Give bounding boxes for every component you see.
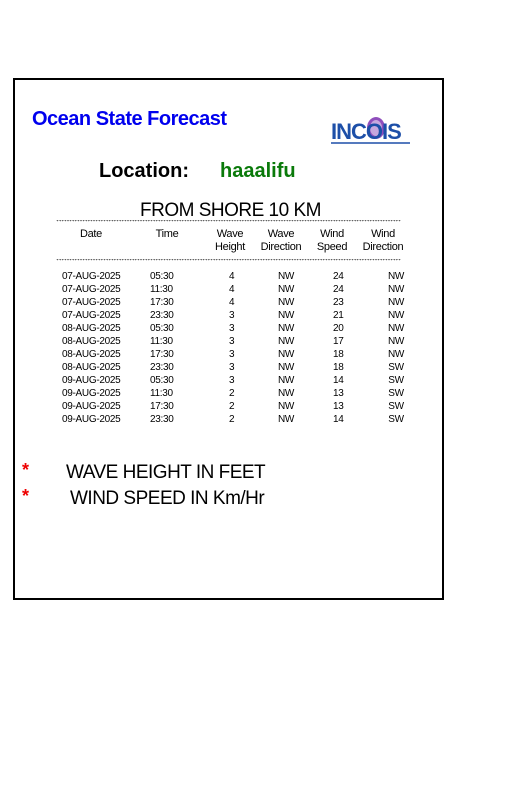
- note-marker: *: [22, 486, 29, 506]
- note-text: WIND SPEED IN Km/Hr: [70, 488, 265, 509]
- cell-wind-speed: 21: [333, 310, 344, 321]
- cell-wind-speed: 14: [333, 414, 344, 425]
- cell-time: 17:30: [150, 349, 174, 360]
- cell-wind-speed: 13: [333, 388, 344, 399]
- cell-wave-height: 3: [229, 349, 235, 360]
- cell-date: 09-AUG-2025: [62, 388, 121, 399]
- cell-date: 07-AUG-2025: [62, 271, 121, 282]
- table-row: [0, 387, 530, 400]
- cell-wave-height: 3: [229, 323, 235, 334]
- cell-time: 11:30: [150, 336, 173, 347]
- cell-wave-direction: NW: [277, 271, 295, 282]
- page-title: Ocean State Forecast: [32, 108, 227, 130]
- cell-time: 23:30: [150, 362, 174, 373]
- cell-wind-speed: 24: [333, 271, 344, 282]
- cell-wave-height: 2: [229, 401, 235, 412]
- cell-time: 11:30: [150, 284, 173, 295]
- cell-time: 05:30: [150, 375, 174, 386]
- col-header-wind-speed: Wind Speed: [316, 228, 348, 253]
- cell-wind-speed: 24: [333, 284, 344, 295]
- table-row: [0, 296, 530, 309]
- cell-time: 17:30: [150, 401, 174, 412]
- table-row: [0, 374, 530, 387]
- col-header-time: Time: [155, 228, 179, 240]
- cell-wind-direction: NW: [387, 310, 405, 321]
- cell-wind-direction: SW: [388, 388, 404, 399]
- table-top-divider: ************************************************************************************************************************************: [56, 220, 401, 225]
- distance-subtitle: FROM SHORE 10 KM: [140, 200, 321, 221]
- table-row: [0, 413, 530, 426]
- location-label: Location:: [99, 160, 189, 182]
- cell-wave-height: 2: [229, 388, 235, 399]
- cell-wave-direction: NW: [277, 375, 295, 386]
- cell-wave-height: 3: [229, 375, 235, 386]
- cell-date: 09-AUG-2025: [62, 375, 121, 386]
- cell-wind-direction: NW: [387, 323, 405, 334]
- location-value: haaalifu: [220, 160, 296, 182]
- cell-time: 23:30: [150, 310, 174, 321]
- cell-wave-direction: NW: [277, 323, 295, 334]
- cell-wind-speed: 17: [333, 336, 344, 347]
- cell-wave-direction: NW: [277, 349, 295, 360]
- cell-date: 09-AUG-2025: [62, 414, 121, 425]
- cell-wind-direction: SW: [388, 362, 404, 373]
- cell-wave-direction: NW: [277, 414, 295, 425]
- cell-date: 09-AUG-2025: [62, 401, 121, 412]
- cell-wave-direction: NW: [277, 297, 295, 308]
- cell-time: 05:30: [150, 323, 174, 334]
- cell-wind-direction: SW: [388, 401, 404, 412]
- cell-wave-direction: NW: [277, 362, 295, 373]
- cell-wave-direction: NW: [277, 284, 295, 295]
- cell-time: 05:30: [150, 271, 174, 282]
- cell-wind-direction: NW: [387, 336, 405, 347]
- cell-wave-height: 4: [229, 284, 235, 295]
- cell-wave-direction: NW: [277, 336, 295, 347]
- cell-wind-direction: NW: [387, 284, 405, 295]
- cell-date: 07-AUG-2025: [62, 297, 121, 308]
- table-row: [0, 283, 530, 296]
- cell-date: 08-AUG-2025: [62, 323, 121, 334]
- cell-date: 08-AUG-2025: [62, 349, 121, 360]
- cell-wave-direction: NW: [277, 310, 295, 321]
- cell-date: 08-AUG-2025: [62, 336, 121, 347]
- forecast-table-body: [0, 270, 530, 426]
- cell-wind-direction: SW: [388, 414, 404, 425]
- col-header-date: Date: [79, 228, 103, 240]
- note-text: WAVE HEIGHT IN FEET: [66, 462, 266, 483]
- cell-wave-height: 4: [229, 271, 235, 282]
- cell-date: 08-AUG-2025: [62, 362, 121, 373]
- table-row: [0, 322, 530, 335]
- cell-date: 07-AUG-2025: [62, 310, 121, 321]
- cell-wind-speed: 13: [333, 401, 344, 412]
- cell-wind-speed: 18: [333, 362, 344, 373]
- table-row: [0, 400, 530, 413]
- table-row: [0, 348, 530, 361]
- table-row: [0, 270, 530, 283]
- table-row: [0, 361, 530, 374]
- cell-wind-direction: NW: [387, 297, 405, 308]
- table-header-divider: ************************************************************************************************************************************: [56, 259, 401, 264]
- cell-wave-height: 2: [229, 414, 235, 425]
- cell-wind-speed: 18: [333, 349, 344, 360]
- col-header-wave-direction: Wave Direction: [260, 228, 302, 253]
- cell-wind-direction: NW: [387, 349, 405, 360]
- cell-wind-direction: SW: [388, 375, 404, 386]
- cell-time: 23:30: [150, 414, 174, 425]
- cell-wind-speed: 20: [333, 323, 344, 334]
- cell-wave-direction: NW: [277, 388, 295, 399]
- logo-text: INCOIS: [331, 119, 401, 144]
- table-row: [0, 335, 530, 348]
- cell-wave-height: 3: [229, 310, 235, 321]
- incois-logo: [330, 114, 412, 146]
- cell-time: 11:30: [150, 388, 173, 399]
- col-header-wind-direction: Wind Direction: [362, 228, 404, 253]
- cell-time: 17:30: [150, 297, 174, 308]
- col-header-wave-height: Wave Height: [215, 228, 245, 253]
- cell-wave-height: 3: [229, 336, 235, 347]
- note-marker: *: [22, 460, 29, 480]
- cell-wind-direction: NW: [387, 271, 405, 282]
- table-row: [0, 309, 530, 322]
- cell-wave-direction: NW: [277, 401, 295, 412]
- cell-wind-speed: 14: [333, 375, 344, 386]
- cell-date: 07-AUG-2025: [62, 284, 121, 295]
- cell-wave-height: 4: [229, 297, 235, 308]
- cell-wind-speed: 23: [333, 297, 344, 308]
- cell-wave-height: 3: [229, 362, 235, 373]
